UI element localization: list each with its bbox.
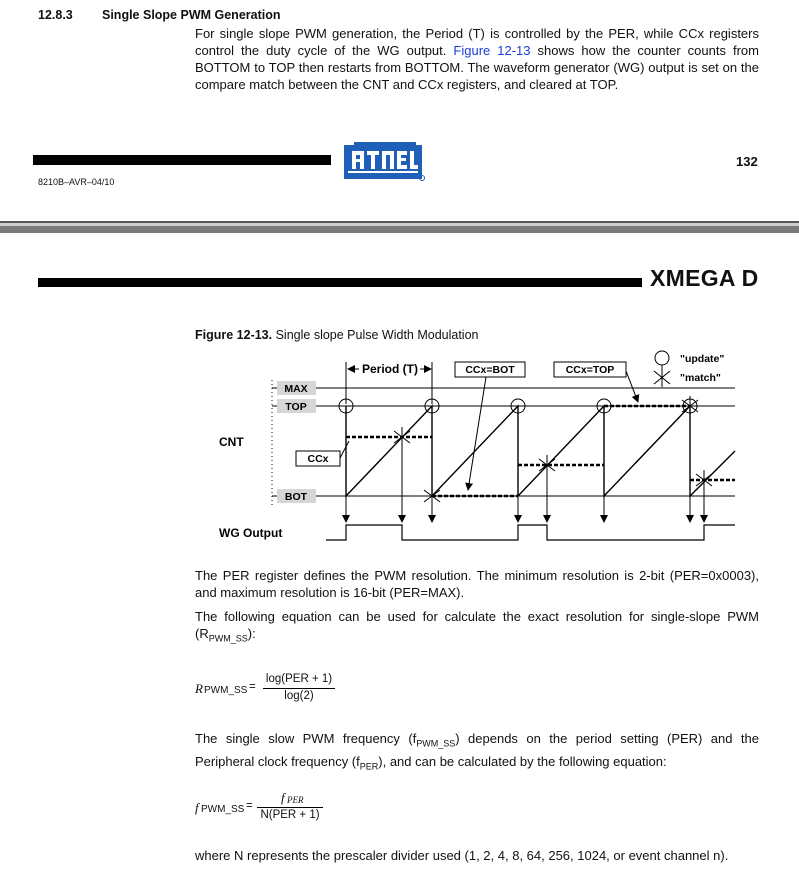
equation-intro-paragraph [195,608,759,648]
wg-output-label: WG Output [219,526,283,540]
page-number: 132 [736,154,758,169]
eq1-denominator: log(2) [284,690,314,702]
ccx-bot-label: CCx=BOT [465,364,515,376]
eq1-lhs-sub: PWM_SS [204,685,248,696]
equation-intro-a: The following equation can be used for calculate the exact resolution for single-slope PWM (R [195,609,759,641]
eq1-lhs: R [195,681,203,696]
frequency-sub-1: PWM_SS [416,738,456,749]
ccx-top-pointer [626,371,638,402]
match-legend-label: "match" [680,372,721,384]
wg-output-waveform [326,525,735,540]
prescaler-paragraph: where N represents the prescaler divider used (1, 2, 4, 8, 64, 256, 1024, or event channel n). [195,848,729,863]
resolution-equation [195,672,395,708]
bot-label: BOT [284,491,308,503]
top-label: TOP [285,401,307,413]
figure-caption-text: Single slope Pulse Width Modulation [272,328,479,342]
ccx-bot-pointer [468,377,486,490]
figure-link[interactable]: Figure 12-13 [453,43,531,58]
eq2-fraction-bar [257,807,323,808]
eq2-equals: = [246,800,253,812]
update-legend-label: "update" [680,353,725,365]
resolution-paragraph: The PER register defines the PWM resolution. The minimum resolution is 2-bit (PER=0x0003), and maximum resolution is 16-bit (PER=MAX). [195,568,759,600]
period-label: Period (T) [362,362,418,376]
eq1-equals: = [249,681,256,693]
frequency-equation [195,790,395,826]
frequency-text-a: The single slow PWM frequency (f [195,731,417,746]
eq2-numerator: f [281,790,285,805]
max-label: MAX [284,383,308,395]
eq2-lhs-sub: PWM_SS [201,804,245,815]
header-title: XMEGA D [650,265,759,291]
frequency-sub-2: PER [359,761,379,772]
section-number: 12.8.3 [38,8,73,22]
frequency-text-c: ), and can be calculated by the following equation: [378,753,667,769]
section-title: Single Slope PWM Generation [102,8,281,22]
intro-text-a: For single slope PWM generation, the Period (T) is controlled by the PER, while CCx registers control the duty cycle of the WG output. [195,26,759,58]
eq2-lhs: f [195,800,199,815]
ccx-pointer [340,441,349,458]
document-id: 8210B–AVR–04/10 [38,177,115,187]
equation-intro-sub: PWM_SS [208,633,248,644]
ccx-label: CCx [307,453,329,465]
counter-waveform [346,406,735,496]
eq2-numerator-sub: PER [287,795,304,805]
ccx-top-label: CCx=TOP [565,364,615,376]
eq2-denominator: N(PER + 1) [260,809,320,821]
eq1-numerator: log(PER + 1) [265,673,333,685]
cnt-label: CNT [219,435,244,449]
match-markers [394,396,712,506]
frequency-text-b: ) depends on the period setting (PER) and the Peripheral clock frequency (f [195,731,759,769]
equation-intro-b: ): [247,626,256,641]
intro-text-b: shows how the counter counts from BOTTOM to TOP then restarts from BOTTOM. The waveform generator (WG) output is set on the compare match between the CNT and CCx registers, and cleared at TOP. [195,43,759,92]
eq1-fraction-bar [263,688,335,689]
match-legend-icon [654,368,670,387]
figure-caption-label: Figure 12-13. [195,328,273,342]
frequency-paragraph [195,730,759,775]
update-legend-icon [655,351,669,365]
